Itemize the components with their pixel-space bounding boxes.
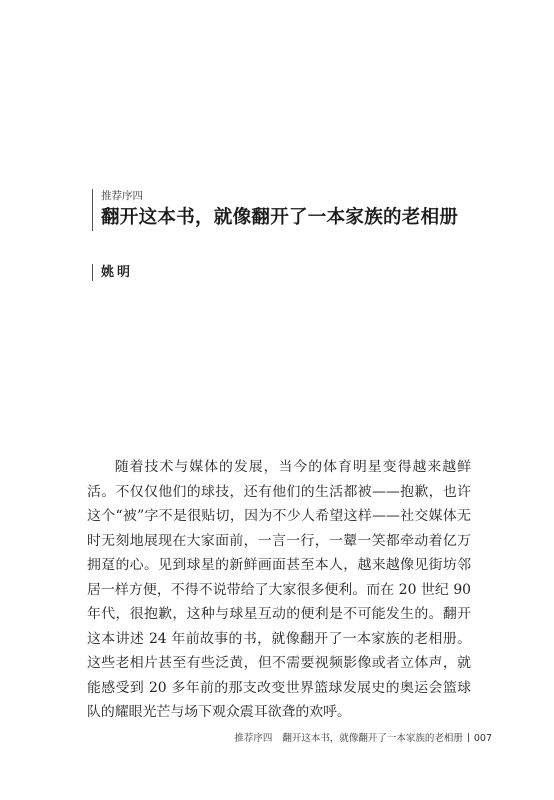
page-number: 007 bbox=[473, 733, 492, 744]
section-label: 推荐序四 bbox=[101, 190, 143, 202]
author-name: 姚明 bbox=[101, 265, 134, 280]
author-block bbox=[92, 264, 133, 281]
chapter-title: 翻开这本书，就像翻开了一本家族的老相册 bbox=[101, 207, 459, 228]
section-header bbox=[92, 189, 458, 231]
running-footer bbox=[234, 730, 492, 744]
footer-title: 翻开这本书，就像翻开了一本家族的老相册 bbox=[282, 733, 463, 744]
footer-divider bbox=[468, 733, 469, 742]
body-paragraph: 随着技术与媒体的发展，当今的体育明星变得越来越鲜活。不仅仅他们的球技，还有他们的生活都被——抱歉，也许这个“被”字不是很贴切，因为不少人希望这样——社交媒体无时无刻地展现在大家面前，一言一行，一颦一笑都牵动着亿万拥趸的心。见到球星的新鲜画面甚至本人，越来越像见街坊邻居一样方便，不得不说带给了大家很多便利。而在 20 世纪 90 年代，很抱歉，这种与球星互动的便利是不可能发生的。翻开这本讲述 24 年前故事的书，就像翻开了一本家族的老相册。这些老相片甚至有些泛黄，但不需要视频影像或者立体声，就能感受到 20 多年前的那支改变世界篮球发展史的奥运会篮球队的耀眼光芒与场下观众震耳欲聋的欢呼。 bbox=[87, 459, 471, 720]
footer-section-label: 推荐序四 bbox=[234, 733, 273, 744]
